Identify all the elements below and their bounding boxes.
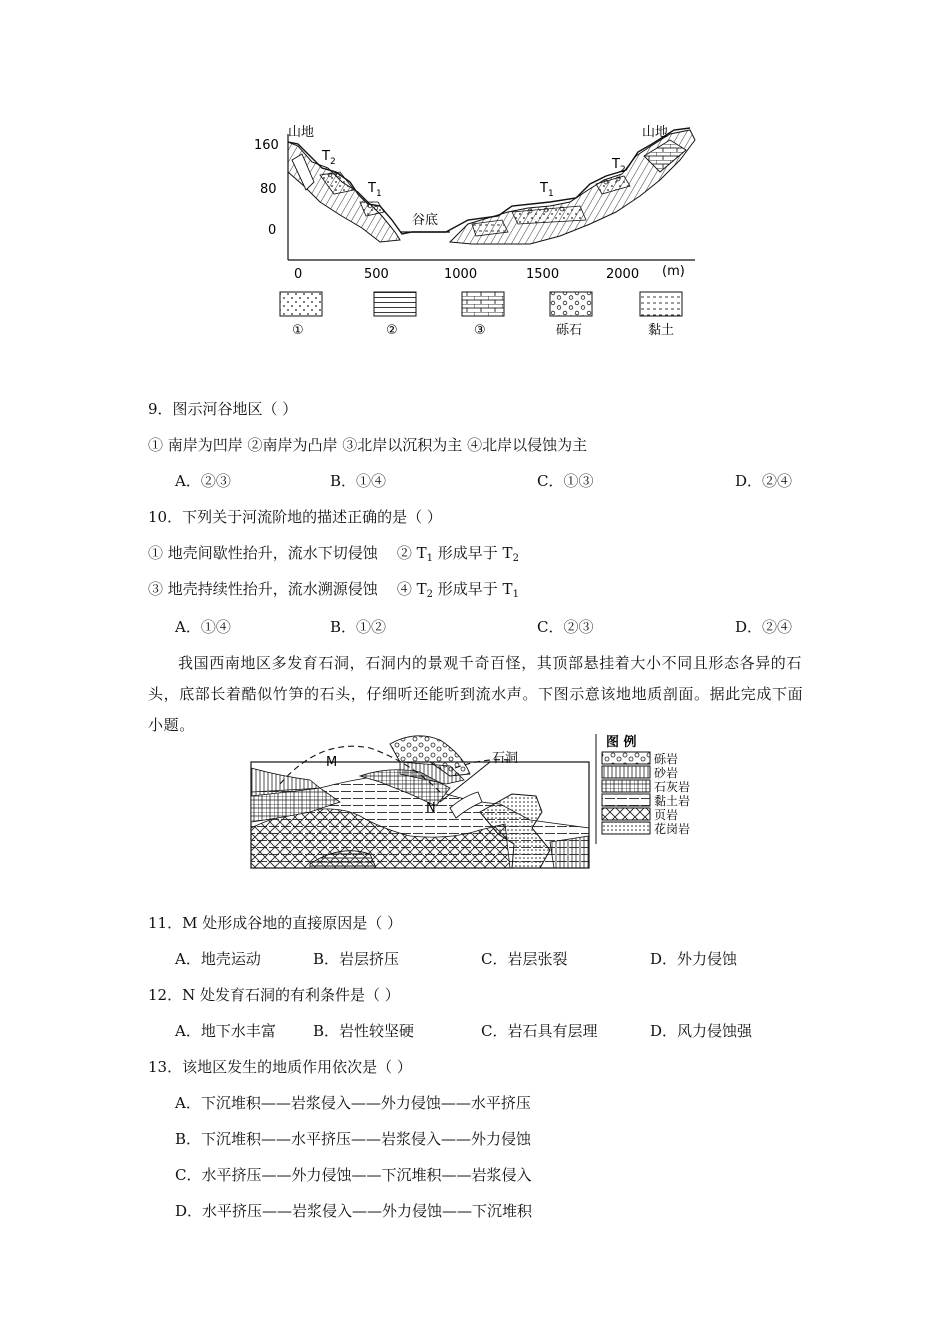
mountain-label-right: 山地 [642, 125, 669, 140]
legend-label-1: ① [292, 323, 304, 338]
terrace-T1-right: $T_1$ [540, 181, 554, 199]
q10-option-d[interactable]: D．②④ [735, 618, 793, 636]
q10-statement-4: ④ $T_2$ 形成早于 $T_1$ [396, 580, 519, 600]
q10-statement-1-2 [148, 543, 519, 569]
terrace-T2-left: $T_2$ [322, 149, 336, 167]
q9-option-d[interactable]: D．②④ [735, 472, 793, 490]
x-tick-1000: 1000 [444, 267, 478, 282]
q9-statements: ① 南岸为凹岸 ②南岸为凸岸 ③北岸以沉积为主 ④北岸以侵蚀为主 [148, 436, 588, 454]
legend2-label-limestone: 石灰岩 [654, 780, 691, 794]
legend2-swatch-granite [602, 822, 650, 834]
reading-passage: 我国西南地区多发育石洞，石洞内的景观千奇百怪，其顶部悬挂着大小不同且形态各异的石头，底部长着酷似竹笋的石头，仔细听还能听到流水声。下图示意该地地质剖面。据此完成下面小题。 [148, 654, 804, 734]
legend2-swatch-limestone [602, 780, 650, 792]
legend2-label-conglomerate: 砾岩 [654, 752, 679, 766]
label-M: M [326, 755, 338, 770]
q10-option-c[interactable]: C．②③ [537, 618, 594, 636]
q10-option-b[interactable]: B．①② [330, 618, 387, 636]
label-cave: 石洞 [492, 751, 519, 766]
terrace-T1-left: $T_1$ [368, 181, 382, 199]
q10-statement-3-4 [148, 579, 519, 605]
legend-label-2: ② [386, 323, 398, 338]
q13-option-a[interactable]: A．下沉堆积——岩浆侵入——外力侵蚀——水平挤压 [175, 1094, 531, 1112]
q10-statement-2: ② $T_1$ 形成早于 $T_2$ [396, 544, 519, 564]
legend2-swatch-conglomerate [602, 752, 650, 764]
q12-stem: 12．N 处发育石洞的有利条件是（ ） [148, 986, 400, 1004]
y-tick-0: 0 [268, 223, 277, 238]
legend-label-3: ③ [474, 323, 486, 338]
mountain-label-left: 山地 [288, 125, 315, 140]
y-tick-160: 160 [254, 138, 279, 153]
legend2-label-sandstone: 砂岩 [654, 766, 679, 780]
q9-stem: 9．图示河谷地区（ ） [148, 400, 298, 418]
q11-option-c[interactable]: C．岩层张裂 [481, 950, 568, 968]
y-tick-80: 80 [260, 182, 277, 197]
q13-option-c[interactable]: C．水平挤压——外力侵蚀——下沉堆积——岩浆侵入 [175, 1166, 532, 1184]
legend-label-gravel: 砾石 [556, 323, 583, 338]
legend2-swatch-claystone [602, 794, 650, 806]
legend2-swatch-shale [602, 808, 650, 820]
q13-option-b[interactable]: B．下沉堆积——水平挤压——岩浆侵入——外力侵蚀 [175, 1130, 532, 1148]
legend2-label-shale: 页岩 [654, 808, 679, 822]
q11-stem: 11．M 处形成谷地的直接原因是（ ） [148, 914, 402, 932]
x-tick-1500: 1500 [526, 267, 560, 282]
x-tick-0: 0 [294, 267, 303, 282]
q12-option-a[interactable]: A．地下水丰富 [175, 1022, 276, 1040]
q9-option-a[interactable]: A．②③ [175, 472, 231, 490]
q10-statement-1: ① 地壳间歇性抬升，流水下切侵蚀 [148, 544, 378, 562]
q10-statement-3: ③ 地壳持续性抬升，流水溯源侵蚀 [148, 580, 378, 598]
legend-swatch-3 [462, 292, 504, 316]
q13-option-d[interactable]: D．水平挤压——岩浆侵入——外力侵蚀——下沉堆积 [175, 1202, 533, 1220]
label-N: N [426, 801, 436, 816]
river-terrace-profile-figure [250, 120, 710, 345]
legend2-label-claystone: 黏土岩 [654, 794, 691, 808]
legend2-label-granite: 花岗岩 [654, 822, 691, 836]
legend-swatch-1 [280, 292, 322, 316]
q12-option-d[interactable]: D．风力侵蚀强 [650, 1022, 753, 1040]
x-tick-2000: 2000 [606, 267, 640, 282]
q12-option-c[interactable]: C．岩石具有层理 [481, 1022, 598, 1040]
q11-option-b[interactable]: B．岩层挤压 [313, 950, 400, 968]
q11-option-a[interactable]: A．地壳运动 [175, 950, 261, 968]
q9-option-c[interactable]: C．①③ [537, 472, 594, 490]
q13-stem: 13．该地区发生的地质作用依次是（ ） [148, 1058, 412, 1076]
x-unit: (m) [662, 264, 685, 279]
legend-swatch-2 [374, 292, 416, 316]
q10-stem: 10．下列关于河流阶地的描述正确的是（ ） [148, 508, 442, 526]
legend2-swatch-sandstone [602, 766, 650, 778]
terrace-T2-right: $T_2$ [612, 157, 626, 175]
legend-swatch-gravel [550, 292, 592, 316]
q10-option-a[interactable]: A．①④ [175, 618, 231, 636]
q12-option-b[interactable]: B．岩性较坚硬 [313, 1022, 415, 1040]
legend-title: 图 例 [606, 735, 637, 750]
legend-label-clay: 黏土 [648, 323, 675, 338]
q9-option-b[interactable]: B．①④ [330, 472, 387, 490]
q11-option-d[interactable]: D．外力侵蚀 [650, 950, 738, 968]
legend-swatch-clay [640, 292, 682, 316]
x-tick-500: 500 [364, 267, 389, 282]
valley-floor-label: 谷底 [412, 213, 439, 228]
geologic-section-figure [250, 732, 710, 872]
